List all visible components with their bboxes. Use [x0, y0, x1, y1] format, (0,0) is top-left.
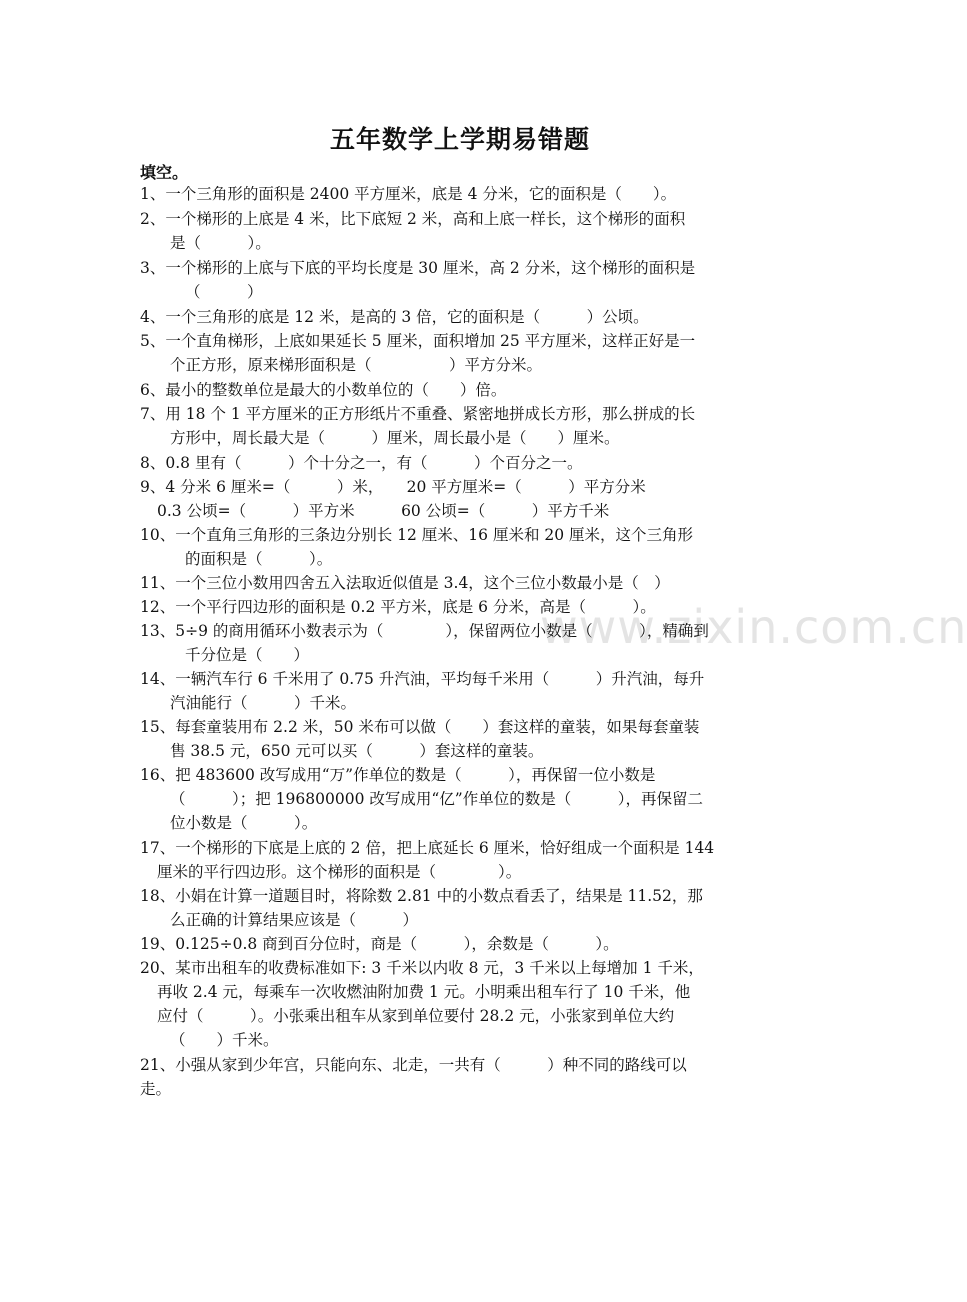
- question-7: [140, 402, 790, 450]
- question-line: 8、0.8 里有（ ）个十分之一，有（ ）个百分之一。: [140, 454, 583, 472]
- watermark: www.zixin.com.cn: [540, 600, 967, 654]
- question-line: 售 38.5 元，650 元可以买（ ）套这样的童装。: [170, 742, 544, 760]
- question-18: [140, 884, 790, 932]
- question-17: [140, 836, 790, 884]
- question-line: 9、4 分米 6 厘米=（ ）米， 20 平方厘米=（ ）平方分米: [140, 478, 646, 496]
- question-19: [140, 932, 790, 956]
- question-line: 汽油能行（ ）千米。: [170, 694, 357, 712]
- question-11: [140, 571, 790, 595]
- question-3: [140, 256, 790, 304]
- question-line: 走。: [140, 1080, 172, 1098]
- question-line: 3、一个梯形的上底与下底的平均长度是 30 厘米，高 2 分米，这个梯形的面积是: [140, 259, 696, 277]
- question-line: （ ）；把 196800000 改写成用“亿”作单位的数是（ ），再保留二: [170, 790, 703, 808]
- question-line: 12、一个平行四边形的面积是 0.2 平方米，底是 6 分米，高是（ ）。: [140, 598, 656, 616]
- question-line: 20、某市出租车的收费标准如下: 3 千米以内收 8 元，3 千米以上每增加 1 千米，: [140, 959, 704, 977]
- question-line: 17、一个梯形的下底是上底的 2 倍，把上底延长 6 厘米，恰好组成一个面积是 144: [140, 839, 715, 857]
- question-line: 19、0.125÷0.8 商到百分位时，商是（ ），余数是（ ）。: [140, 935, 619, 953]
- question-line: 21、小强从家到少年宫，只能向东、北走，一共有（ ）种不同的路线可以: [140, 1056, 687, 1074]
- question-14: [140, 667, 790, 715]
- question-6: [140, 378, 790, 402]
- question-line: 7、用 18 个 1 平方厘米的正方形纸片不重叠、紧密地拼成长方形，那么拼成的长: [140, 405, 696, 423]
- question-line: 位小数是（ ）。: [170, 814, 318, 832]
- question-21: [140, 1053, 790, 1101]
- question-line: 4、一个三角形的底是 12 米，是高的 3 倍，它的面积是（ ）公顷。: [140, 308, 649, 326]
- question-2: [140, 207, 790, 255]
- question-line: 个正方形，原来梯形面积是（ ）平方分米。: [170, 356, 543, 374]
- question-line: 15、每套童装用布 2.2 米，50 米布可以做（ ）套这样的童装，如果每套童装: [140, 718, 700, 736]
- question-8: [140, 451, 790, 475]
- question-line: 1、一个三角形的面积是 2400 平方厘米，底是 4 分米，它的面积是（ ）。: [140, 185, 677, 203]
- question-line: （ ）: [185, 283, 263, 301]
- question-line: （ ）千米。: [170, 1031, 279, 1049]
- question-16: [140, 763, 790, 835]
- question-line: 14、一辆汽车行 6 千米用了 0.75 升汽油，平均每千米用（ ）升汽油，每升: [140, 670, 705, 688]
- question-line: 18、小娟在计算一道题目时，将除数 2.81 中的小数点看丢了，结果是 11.52，那: [140, 887, 703, 905]
- question-line: 厘米的平行四边形。这个梯形的面积是（ ）。: [157, 863, 522, 881]
- question-4: [140, 305, 790, 329]
- question-13: [140, 619, 790, 667]
- question-line: 13、5÷9 的商用循环小数表示为（ ），保留两位小数是（ ），精确到: [140, 622, 709, 640]
- question-line: 应付（ ）。小张乘出租车从家到单位要付 28.2 元，小张家到单位大约: [157, 1007, 675, 1025]
- question-line: 再收 2.4 元，每乘车一次收燃油附加费 1 元。小明乘出租车行了 10 千米，他: [157, 983, 691, 1001]
- question-line: 是（ ）。: [170, 234, 271, 252]
- question-1: [140, 182, 790, 206]
- question-line: 16、把 483600 改写成用“万”作单位的数是（ ），再保留一位小数是: [140, 766, 656, 784]
- question-line: 5、一个直角梯形，上底如果延长 5 厘米，面积增加 25 平方厘米，这样正好是一: [140, 332, 696, 350]
- question-line: 11、一个三位小数用四舍五入法取近似值是 3.4，这个三位小数最小是（ ）: [140, 574, 670, 592]
- question-line: 方形中，周长最大是（ ）厘米，周长最小是（ ）厘米。: [170, 429, 620, 447]
- question-line: 0.3 公顷=（ ）平方米 60 公顷=（ ）平方千米: [157, 502, 610, 520]
- question-5: [140, 329, 790, 377]
- question-line: 2、一个梯形的上底是 4 米，比下底短 2 米，高和上底一样长，这个梯形的面积: [140, 210, 686, 228]
- question-line: 6、最小的整数单位是最大的小数单位的（ ）倍。: [140, 381, 507, 399]
- question-20: [140, 956, 790, 1052]
- page-title: 五年数学上学期易错题: [329, 125, 590, 154]
- question-line: 的面积是（ ）。: [185, 550, 333, 568]
- question-15: [140, 715, 790, 763]
- question-9: [140, 475, 790, 523]
- question-12: [140, 595, 790, 619]
- question-line: 千分位是（ ）: [185, 646, 310, 664]
- question-10: [140, 523, 790, 571]
- question-line: 10、一个直角三角形的三条边分别长 12 厘米、16 厘米和 20 厘米，这个三角形: [140, 526, 694, 544]
- question-line: 么正确的计算结果应该是（ ）: [170, 911, 419, 929]
- section-heading: 填空。: [140, 163, 189, 182]
